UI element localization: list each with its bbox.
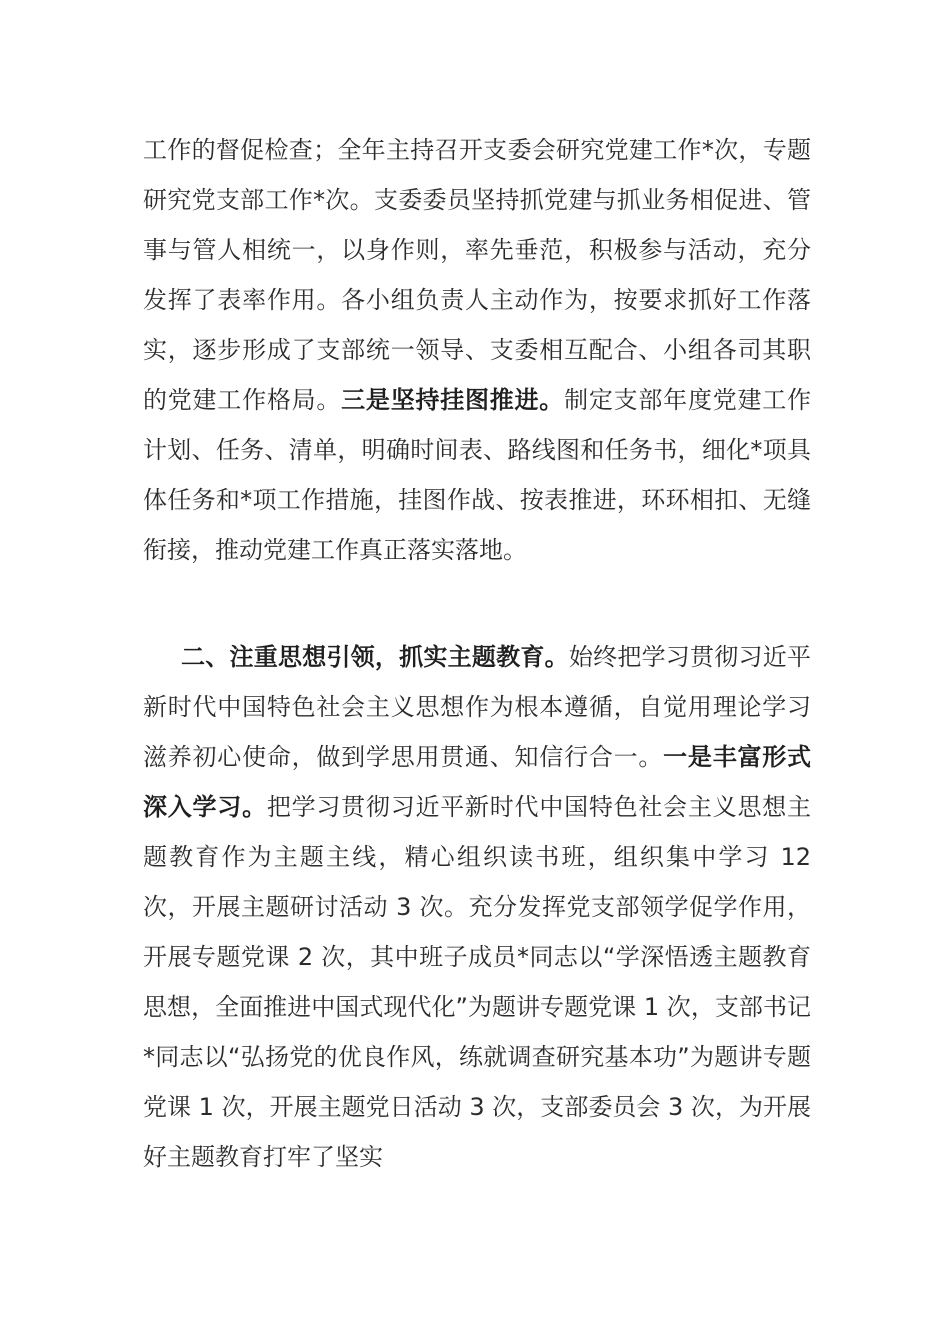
paragraph-2-bold-phrase: 一是丰富形式深入学习。 (143, 743, 812, 821)
paragraph-1-part-2: 制定支部年度党建工作计划、任务、清单，明确时间表、路线图和任务书，细化*项具体任务和*项工作措施，挂图作战、按表推进，环环相扣、无缝衔接，推动党建工作真正落实落地。 (143, 386, 812, 564)
paragraph-2-part-1: 始终把学习贯彻习近平新时代中国特色社会主义思想作为根本遵循，自觉用理论学习滋养初心使命，做到学思用贯通、知信行合一。 (143, 643, 812, 771)
paragraph-1-part-1: 工作的督促检查；全年主持召开支委会研究党建工作*次，专题研究党支部工作*次。支委委员坚持抓党建与抓业务相促进、管事与管人相统一，以身作则，率先垂范，积极参与活动，充分发挥了表率作用。各小组负责人主动作为，按要求抓好工作落实，逐步形成了支部统一领导、支委相互配合、小组各司其职的党建工作格局。 (143, 136, 811, 414)
section-heading: 二、注重思想引领，抓实主题教育。 (181, 643, 569, 671)
paragraph-2-part-2: 把学习贯彻习近平新时代中国特色社会主义思想主题教育作为主题主线，精心组织读书班，组织集中学习 12 次，开展主题研讨活动 3 次。充分发挥党支部领学促学作用，开展专题党课 2 次，其中班子成员*同志以“学深悟透主题教育思想，全面推进中国式现代化”为题讲专题党课 1 次，支部书记*同志以“弘扬党的优良作风，练就调查研究基本功”为题讲专题党课 1 次，开展主题党日活动 3 次，支部委员会 3 次，为开展好主题教育打牢了坚实 (143, 793, 812, 1171)
paragraph-2-text (143, 632, 811, 1182)
paragraph-1 (143, 125, 811, 575)
paragraph-1-text (143, 125, 811, 575)
paragraph-2 (143, 632, 811, 1182)
paragraph-1-bold-phrase: 三是坚持挂图推进。 (341, 386, 565, 414)
